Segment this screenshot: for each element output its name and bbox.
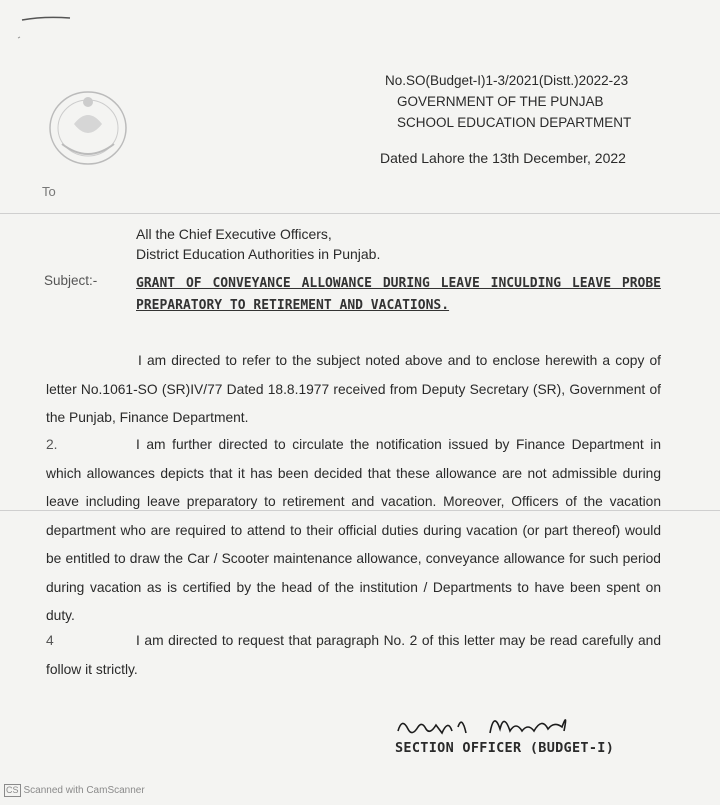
paragraph-4-text: I am directed to request that paragraph No. 2 of this letter may be read carefully and follow it strictly. bbox=[46, 633, 661, 677]
addressee-block bbox=[136, 224, 380, 264]
addressee-line-2: District Education Authorities in Punjab. bbox=[136, 246, 381, 262]
punjab-government-emblem-icon bbox=[44, 84, 132, 168]
paragraph-2-number: 2. bbox=[46, 437, 58, 452]
pen-scribble-mark bbox=[14, 14, 74, 54]
scan-artifact-line bbox=[0, 510, 720, 511]
paragraph-2 bbox=[46, 431, 661, 631]
government-name: GOVERNMENT OF THE PUNJAB bbox=[397, 94, 604, 109]
letter-header bbox=[377, 70, 662, 133]
paragraph-1 bbox=[46, 347, 661, 433]
scan-artifact-line bbox=[0, 213, 720, 214]
signatory-title: SECTION OFFICER (BUDGET-I) bbox=[395, 740, 615, 756]
paragraph-1-text: I am directed to refer to the subject noted above and to enclose herewith a copy of letter No.1061-SO (SR)IV/77 Dated 18.8.1977 received from Deputy Secretary (SR), Government of the Punjab, Finance Department. bbox=[46, 353, 661, 425]
subject-label: Subject:- bbox=[44, 273, 98, 288]
paragraph-4 bbox=[46, 627, 661, 684]
addressee-line-1: All the Chief Executive Officers, bbox=[136, 226, 332, 242]
subject-text: GRANT OF CONVEYANCE ALLOWANCE DURING LEAVE INCULDING LEAVE PROBE PREPARATORY TO RETIREMENT AND VACATIONS. bbox=[136, 276, 661, 313]
reference-number: No.SO(Budget-I)1-3/2021(Distt.)2022-23 bbox=[385, 73, 629, 88]
department-name: SCHOOL EDUCATION DEPARTMENT bbox=[397, 115, 632, 130]
letter-date: Dated Lahore the 13th December, 2022 bbox=[380, 150, 626, 166]
paragraph-4-number: 4 bbox=[46, 633, 54, 648]
watermark-text: Scanned with CamScanner bbox=[23, 785, 145, 796]
to-label: To bbox=[42, 184, 56, 199]
camscanner-watermark bbox=[4, 784, 145, 797]
camscanner-logo-icon: CS bbox=[6, 785, 19, 795]
paragraph-2-text: I am further directed to circulate the notification issued by Finance Department in which allowances depicts that it has been decided that these allowance are not admissible during leave including leave preparatory to retirement and vacation. Moreover, Officers of the vacation department who are required to attend to their official duties during vacation (or part thereof) would be entitled to draw the Car / Scooter maintenance allowance, conveyance allowance for such period during vacation as is certified by the head of the institution / Departments to have been spent on duty. bbox=[46, 437, 661, 623]
